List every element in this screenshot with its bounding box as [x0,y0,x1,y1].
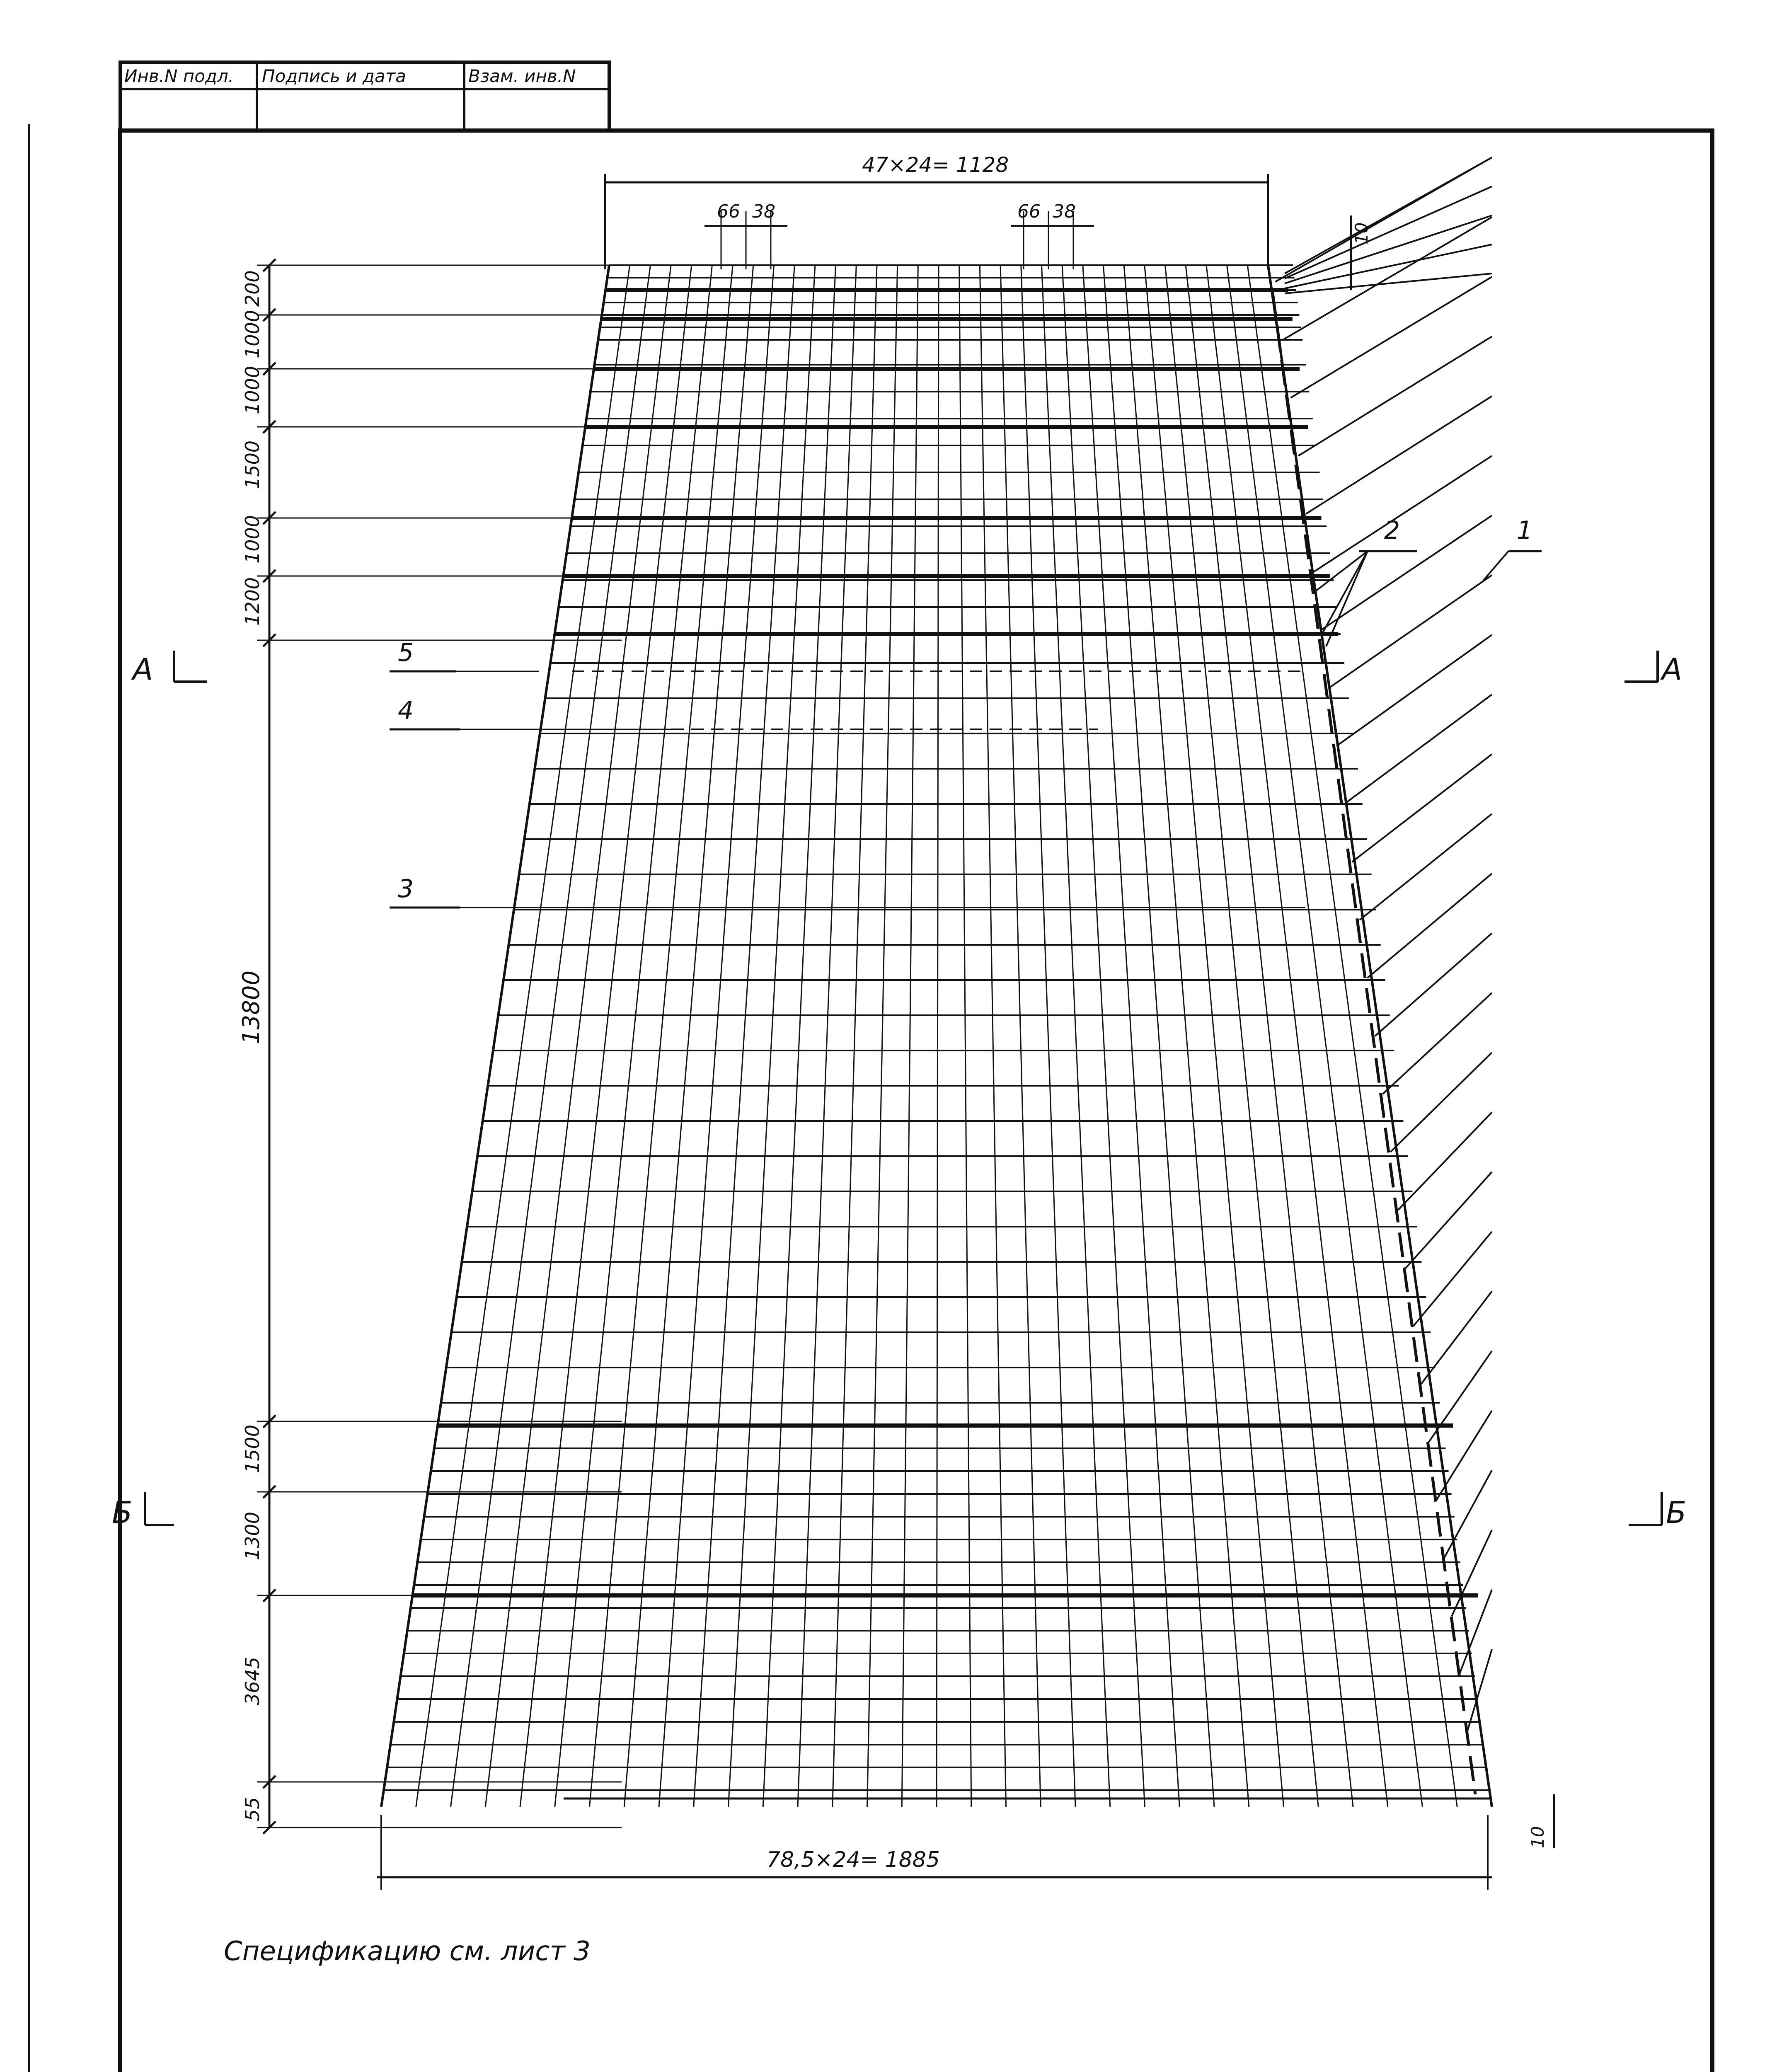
bottom-total-dimension: 78,5×24= 1885 [767,1847,940,1872]
top-total-dimension: 47×24= 1128 [862,153,1009,177]
top-left-dim-a: 66 [717,201,740,222]
callout-3 [390,874,1305,908]
diagonal-bar [1375,933,1492,1036]
top-stamp [120,62,609,131]
svg-text:А: А [1662,652,1682,687]
vertical-bar [381,265,609,1807]
diagonal-bar [1298,336,1492,456]
svg-text:2: 2 [1384,516,1400,545]
vertical-dimension-label: 55 [241,1797,264,1821]
vertical-bar [1247,265,1457,1807]
vertical-bar [520,265,692,1807]
diagonal-bar [1360,814,1492,920]
stamp-col3-label: Взам. инв.N [468,66,576,86]
vertical-bar [867,265,898,1807]
vertical-bar [451,265,651,1807]
bottom-right-corner-dim: 10 [1528,1826,1548,1848]
section-mark-b-right [1629,1492,1686,1530]
diagonal-bar [1368,874,1492,978]
svg-text:А: А [133,652,153,687]
diagonal-bar [1406,1172,1492,1268]
vertical-bar [1124,265,1249,1807]
vertical-bar [1021,265,1075,1807]
diagonal-bar [1390,1053,1492,1152]
stamp-col1-label: Инв.N подл. [124,66,234,86]
top-right-dim-b: 38 [1053,201,1076,222]
vertical-bar [902,265,918,1807]
vertical-bar [590,265,733,1807]
top-right-dim-a: 66 [1017,201,1041,222]
svg-text:1: 1 [1517,516,1533,545]
vertical-bar [1268,265,1492,1807]
vertical-dimension-label: 1000 [241,366,264,414]
vertical-dimension-label: 1000 [241,310,264,358]
callout-4 [390,696,671,729]
diagonal-bar [1352,754,1492,862]
vertical-bar [729,265,815,1807]
diagonal-bar [1321,516,1492,630]
diagonal-bar [1344,695,1492,804]
callout-2 [1314,516,1417,646]
vertical-dimension-label: 1500 [241,1424,264,1473]
vertical-bar [1227,265,1423,1807]
vertical-bar [937,265,939,1807]
vertical-bar [1186,265,1353,1807]
vertical-bar [980,265,1006,1807]
diagonal-bar [1336,635,1492,746]
vertical-dimension-label: 200 [241,270,264,307]
svg-text:4: 4 [398,696,414,725]
vertical-bar [1041,265,1110,1807]
svg-text:Б: Б [112,1495,133,1530]
svg-text:3: 3 [398,874,414,903]
svg-text:Б: Б [1666,1495,1687,1530]
vertical-dimension-label: 1000 [241,515,264,564]
vertical-bar [1062,265,1145,1807]
vertical-bar [1104,265,1215,1807]
vertical-bar [1165,265,1319,1807]
diagonal-bar [1314,456,1492,572]
bottom-dimension [377,1794,1554,1890]
section-mark-a-left [131,651,207,687]
vertical-bar [959,265,971,1807]
diagonal-bar [1290,277,1492,398]
vertical-bar [416,265,630,1807]
diagonal-bar [1429,1351,1492,1442]
vertical-bar [1000,265,1041,1807]
vertical-dimension-label: 13800 [238,970,265,1044]
vertical-bar [763,265,835,1807]
vertical-dimension-label: 1300 [241,1511,264,1560]
svg-text:5: 5 [398,638,414,667]
diagonal-bar [1383,993,1492,1094]
diagonal-bar [1283,217,1492,340]
vertical-dimension-label: 1200 [241,577,264,626]
vertical-dimension-label: 1500 [241,440,264,489]
vertical-bar [659,265,774,1807]
diagonal-bar [1398,1112,1492,1210]
top-diagonal-bar [1285,244,1492,288]
mesh-grid [381,265,1492,1807]
section-mark-b-left [112,1492,174,1530]
vertical-dimension-label: 3645 [241,1656,264,1705]
vertical-bar [833,265,877,1807]
specification-note: Спецификацию см. лист 3 [224,1936,591,1967]
top-dimension [605,153,1372,290]
dashed-edge-bar [1272,290,1475,1794]
top-diagonal-bar [1285,274,1492,293]
vertical-bar [1206,265,1388,1807]
top-right-corner-dim: 10 [1351,222,1372,244]
callout-1 [1484,516,1542,580]
top-diagonal-bar [1285,215,1492,283]
stamp-col2-label: Подпись и дата [262,66,406,86]
top-left-dim-b: 38 [752,201,775,222]
vertical-bar [798,265,856,1807]
top-diagonal-bar [1285,186,1492,278]
diagonal-bar [1306,396,1492,514]
section-mark-a-right [1624,651,1682,687]
diagonal-bar [1329,575,1492,688]
diagonal-bar [1460,1590,1492,1674]
vertical-bar [694,265,794,1807]
top-diagonal-bar [1285,157,1492,274]
callout-5 [390,638,539,671]
